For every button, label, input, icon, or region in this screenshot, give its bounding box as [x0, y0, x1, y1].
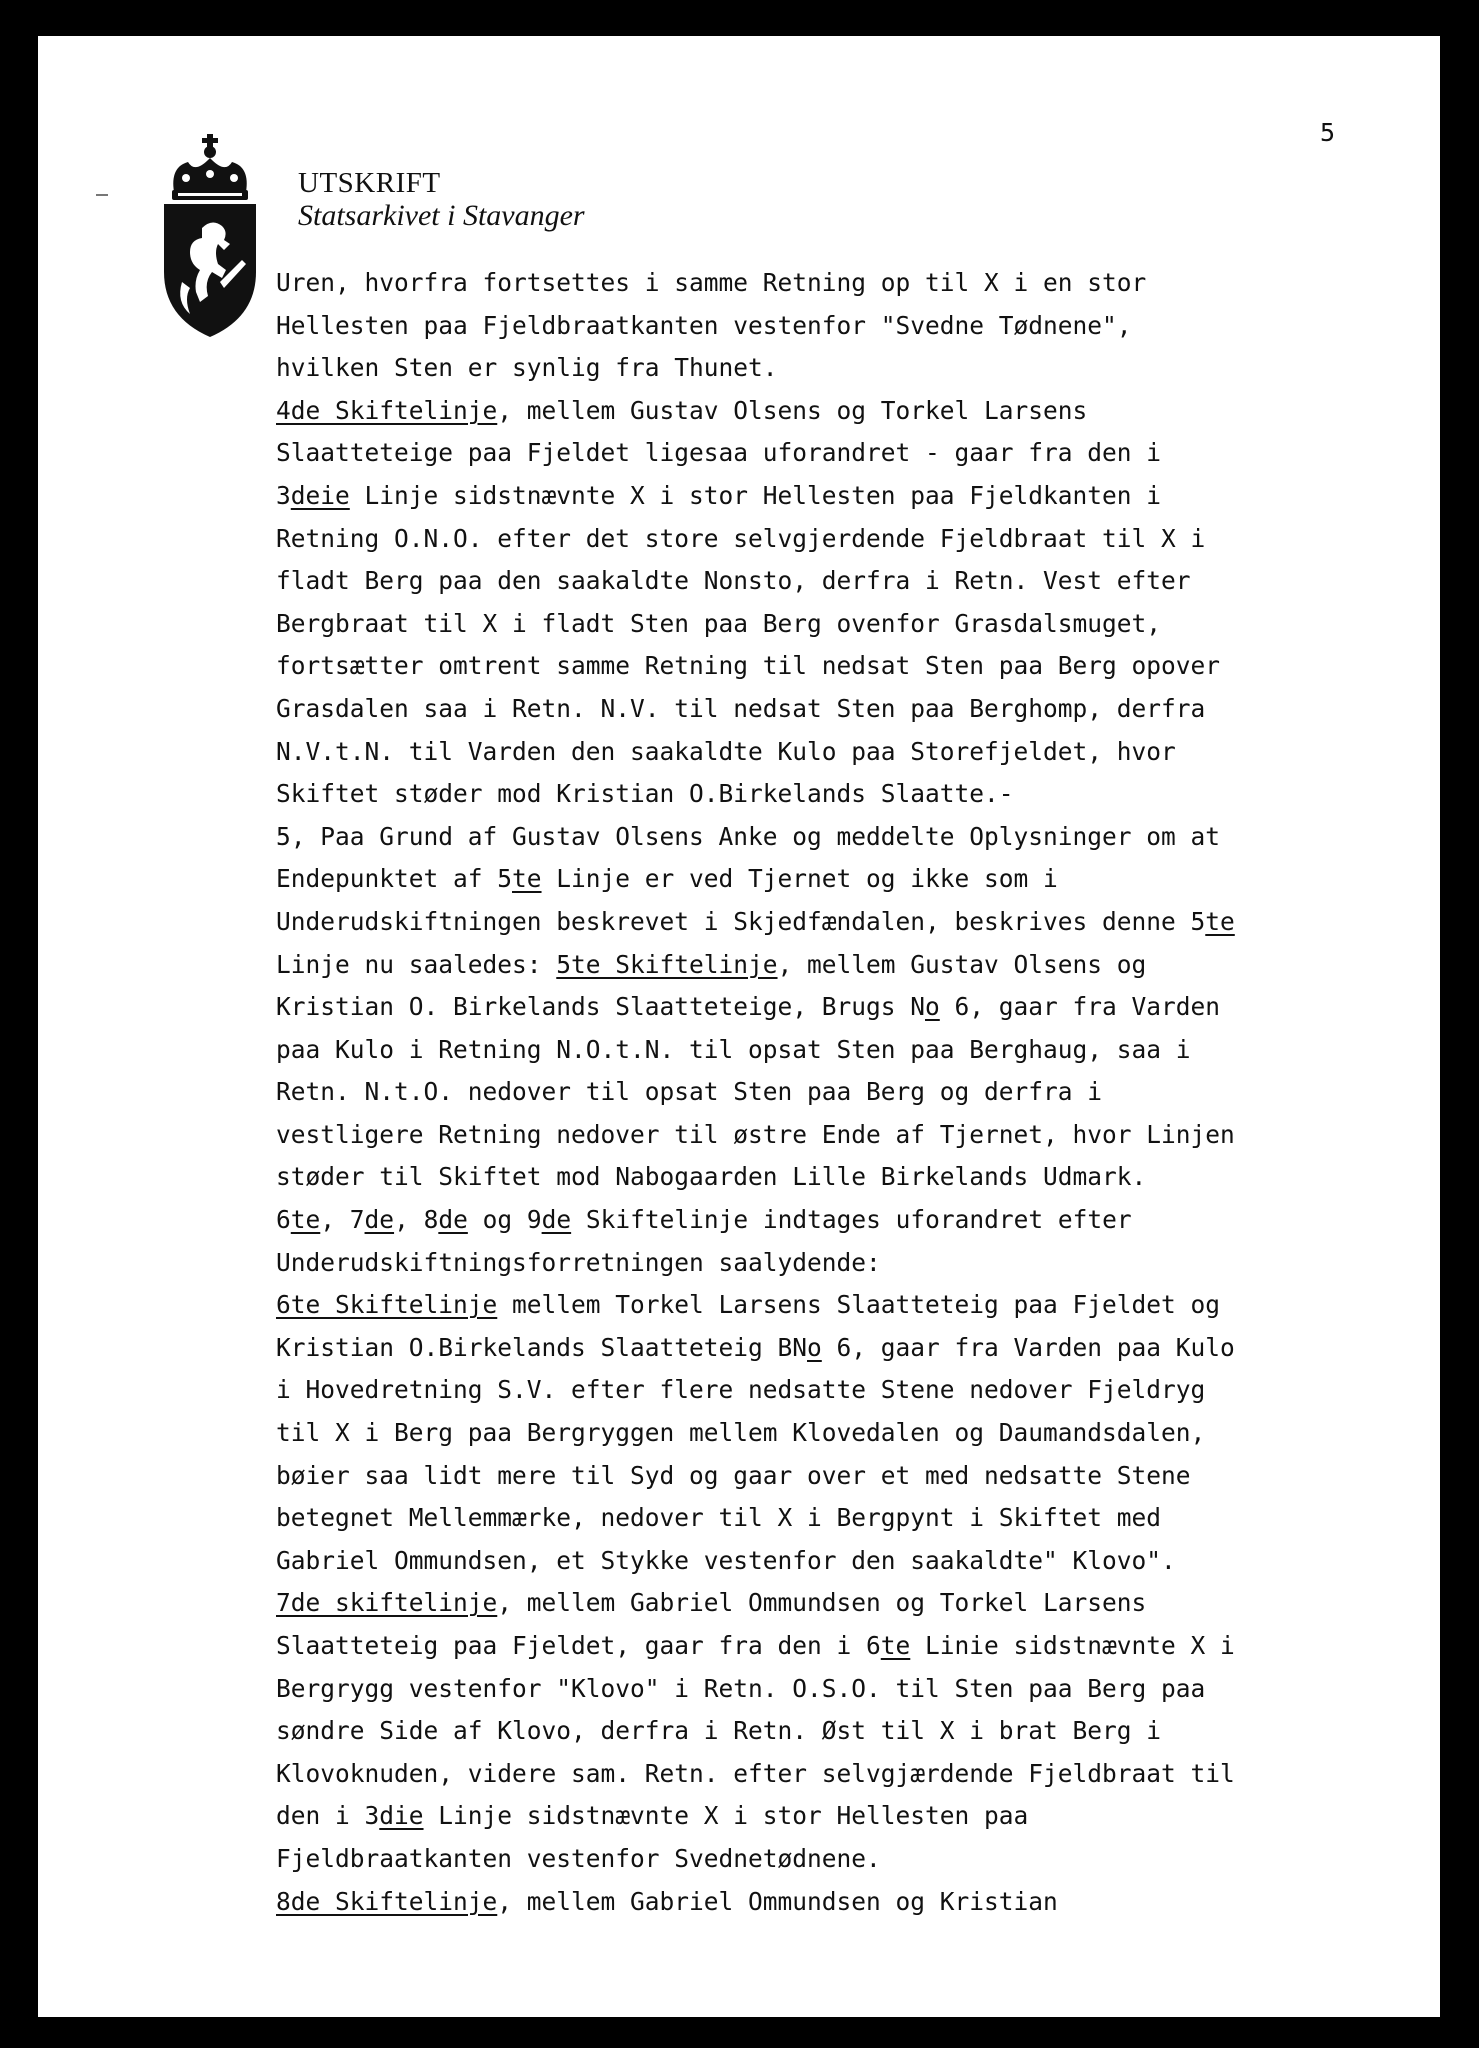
text-line: [276, 603, 1426, 646]
underlined-text: o: [807, 1332, 822, 1362]
text-line: [276, 305, 1426, 348]
text-line: [276, 1029, 1426, 1072]
text-segment: 5, Paa Grund af Gustav Olsens Anke og meddelte Oplysninger om at: [276, 821, 1221, 851]
text-line: [276, 1795, 1426, 1838]
text-line: [276, 1199, 1426, 1242]
underlined-text: 8de Skiftelinje: [276, 1886, 498, 1916]
text-segment: Endepunktet af 5: [276, 864, 513, 894]
text-line: [276, 518, 1426, 561]
text-segment: Retning O.N.O. efter det store selvgjerdende Fjeldbraat til X i: [276, 523, 1206, 553]
text-line: [276, 944, 1426, 987]
text-segment: N.V.t.N. til Varden den saakaldte Kulo paa Storefjeldet, hvor: [276, 736, 1176, 766]
underlined-text: te: [880, 1631, 911, 1660]
underlined-text: deie: [290, 480, 350, 510]
text-line: [276, 1071, 1426, 1114]
text-line: [276, 1838, 1426, 1881]
underlined-text: 5te Skiftelinje: [556, 949, 778, 979]
text-segment: og 9: [467, 1205, 542, 1235]
coat-of-arms-icon: [160, 132, 260, 342]
text-line: [276, 1497, 1426, 1540]
underlined-text: te: [512, 864, 542, 894]
text-line: [276, 858, 1426, 901]
underlined-text: die: [379, 1801, 424, 1831]
text-segment: 3: [276, 480, 291, 510]
stamp-title: UTSKRIFT: [298, 167, 441, 199]
text-line: [276, 773, 1426, 816]
underlined-text: te: [1205, 906, 1235, 936]
text-segment: , mellem Gabriel Ommundsen og Kristian: [497, 1886, 1058, 1916]
text-line: [276, 1327, 1426, 1370]
text-segment: fladt Berg paa den saakaldte Nonsto, derfra i Retn. Vest efter: [276, 566, 1191, 596]
text-segment: Underudskiftningen beskrevet i Skjedfændalen, beskrives denne 5: [276, 906, 1206, 936]
text-segment: Grasdalen saa i Retn. N.V. til nedsat Sten paa Berghomp, derfra: [276, 693, 1206, 723]
text-segment: hvilken Sten er synlig fra Thunet.: [276, 353, 778, 383]
text-segment: Hellesten paa Fjeldbraatkanten vestenfor "Svedne Tødnene",: [276, 310, 1132, 340]
text-segment: Kristian O.Birkelands Slaatteteig BN: [276, 1332, 808, 1362]
text-segment: den i 3: [276, 1801, 380, 1831]
text-segment: Linje nu saaledes:: [276, 949, 557, 979]
text-segment: paa Kulo i Retning N.O.t.N. til opsat Sten paa Berghaug, saa i: [276, 1034, 1191, 1064]
text-segment: vestligere Retning nedover til østre Ende af Tjernet, hvor Linjen: [276, 1119, 1235, 1149]
text-segment: Slaatteteig paa Fjeldet, gaar fra den i 6: [276, 1631, 881, 1660]
text-line: [276, 645, 1426, 688]
text-line: [276, 1668, 1426, 1711]
text-segment: Bergbraat til X i fladt Sten paa Berg ovenfor Grasdalsmuget,: [276, 608, 1162, 638]
text-line: [276, 1412, 1426, 1455]
text-segment: fortsætter omtrent samme Retning til nedsat Sten paa Berg opover: [276, 651, 1221, 681]
text-line: [276, 1753, 1426, 1796]
text-line: [276, 1284, 1426, 1327]
text-segment: , mellem Gustav Olsens og Torkel Larsens: [497, 395, 1088, 425]
text-segment: Linje sidstnævnte X i stor Hellesten paa Fjeldkanten i: [349, 480, 1162, 510]
text-line: [276, 1710, 1426, 1753]
text-line: [276, 1369, 1426, 1412]
text-segment: Linje sidstnævnte X i stor Hellesten paa: [423, 1801, 1029, 1831]
document-page: [38, 36, 1440, 2017]
text-segment: Klovoknuden, videre sam. Retn. efter selvgjærdende Fjeldbraat til: [276, 1758, 1235, 1788]
underlined-text: te: [290, 1205, 321, 1235]
text-line: [276, 688, 1426, 731]
text-segment: Skiftelinje indtages uforandret efter: [571, 1205, 1132, 1235]
text-segment: Skiftet støder mod Kristian O.Birkelands Slaatte.-: [276, 779, 1014, 809]
text-segment: Linje er ved Tjernet og ikke som i: [541, 864, 1058, 894]
stamp-subtitle: Statsarkivet i Stavanger: [298, 199, 585, 232]
underlined-text: de: [364, 1205, 395, 1235]
text-segment: betegnet Mellemmærke, nedover til X i Bergpynt i Skiftet med: [276, 1503, 1162, 1533]
underlined-text: o: [925, 992, 940, 1022]
text-line: [276, 1114, 1426, 1157]
underlined-text: 7de skiftelinje: [276, 1588, 498, 1618]
text-segment: , mellem Gustav Olsens og: [777, 949, 1147, 979]
text-line: [276, 1455, 1426, 1498]
text-segment: til X i Berg paa Bergryggen mellem Klovedalen og Daumandsdalen,: [276, 1418, 1206, 1448]
text-line: [276, 986, 1426, 1029]
text-line: [276, 347, 1426, 390]
text-segment: Bergrygg vestenfor "Klovo" i Retn. O.S.O. til Sten paa Berg paa: [276, 1673, 1206, 1703]
text-segment: bøier saa lidt mere til Syd og gaar over et med nedsatte Stene: [276, 1460, 1191, 1490]
text-line: [276, 1625, 1426, 1668]
text-line: [276, 1156, 1426, 1199]
text-line: [276, 1582, 1426, 1625]
text-line: [276, 731, 1426, 774]
text-segment: Gabriel Ommundsen, et Stykke vestenfor den saakaldte" Klovo".: [276, 1545, 1176, 1575]
text-line: [276, 1881, 1426, 1924]
document-body: [276, 262, 1426, 1923]
text-line: [276, 816, 1426, 859]
text-segment: Underudskiftningsforretningen saalydende:: [276, 1247, 881, 1277]
text-segment: søndre Side af Klovo, derfra i Retn. Øst til X i brat Berg i: [276, 1716, 1162, 1746]
text-line: [276, 1242, 1426, 1285]
text-segment: , 8: [394, 1205, 439, 1235]
text-line: [276, 390, 1426, 433]
text-line: [276, 262, 1426, 305]
text-segment: Uren, hvorfra fortsettes i samme Retning op til X i en stor: [276, 268, 1147, 297]
text-segment: Slaatteteige paa Fjeldet ligesaa uforandret - gaar fra den i: [276, 438, 1162, 468]
text-segment: 6, gaar fra Varden paa Kulo: [821, 1332, 1235, 1362]
text-segment: , mellem Gabriel Ommundsen og Torkel Larsens: [497, 1588, 1147, 1618]
text-segment: , 7: [320, 1205, 365, 1235]
text-segment: Fjeldbraatkanten vestenfor Svednetødnene.: [276, 1843, 881, 1873]
text-segment: 6: [276, 1205, 291, 1235]
text-line: [276, 432, 1426, 475]
text-line: [276, 901, 1426, 944]
text-line: [276, 560, 1426, 603]
text-segment: Retn. N.t.O. nedover til opsat Sten paa Berg og derfra i: [276, 1077, 1103, 1107]
text-segment: mellem Torkel Larsens Slaatteteig paa Fjeldet og: [497, 1290, 1221, 1320]
text-line: [276, 475, 1426, 518]
underlined-text: 6te Skiftelinje: [276, 1290, 498, 1320]
text-segment: 6, gaar fra Varden: [939, 992, 1221, 1022]
text-segment: støder til Skiftet mod Nabogaarden Lille Birkelands Udmark.: [276, 1162, 1147, 1192]
underlined-text: de: [438, 1205, 468, 1235]
text-line: [276, 1540, 1426, 1583]
margin-mark: [96, 194, 108, 196]
page-number: 5: [1320, 118, 1336, 147]
underlined-text: 4de Skiftelinje: [276, 395, 498, 425]
underlined-text: de: [541, 1205, 572, 1235]
text-segment: i Hovedretning S.V. efter flere nedsatte Stene nedover Fjeldryg: [276, 1375, 1206, 1405]
text-segment: Kristian O. Birkelands Slaatteteige, Brugs N: [276, 992, 926, 1022]
text-segment: Linie sidstnævnte X i: [910, 1631, 1235, 1660]
